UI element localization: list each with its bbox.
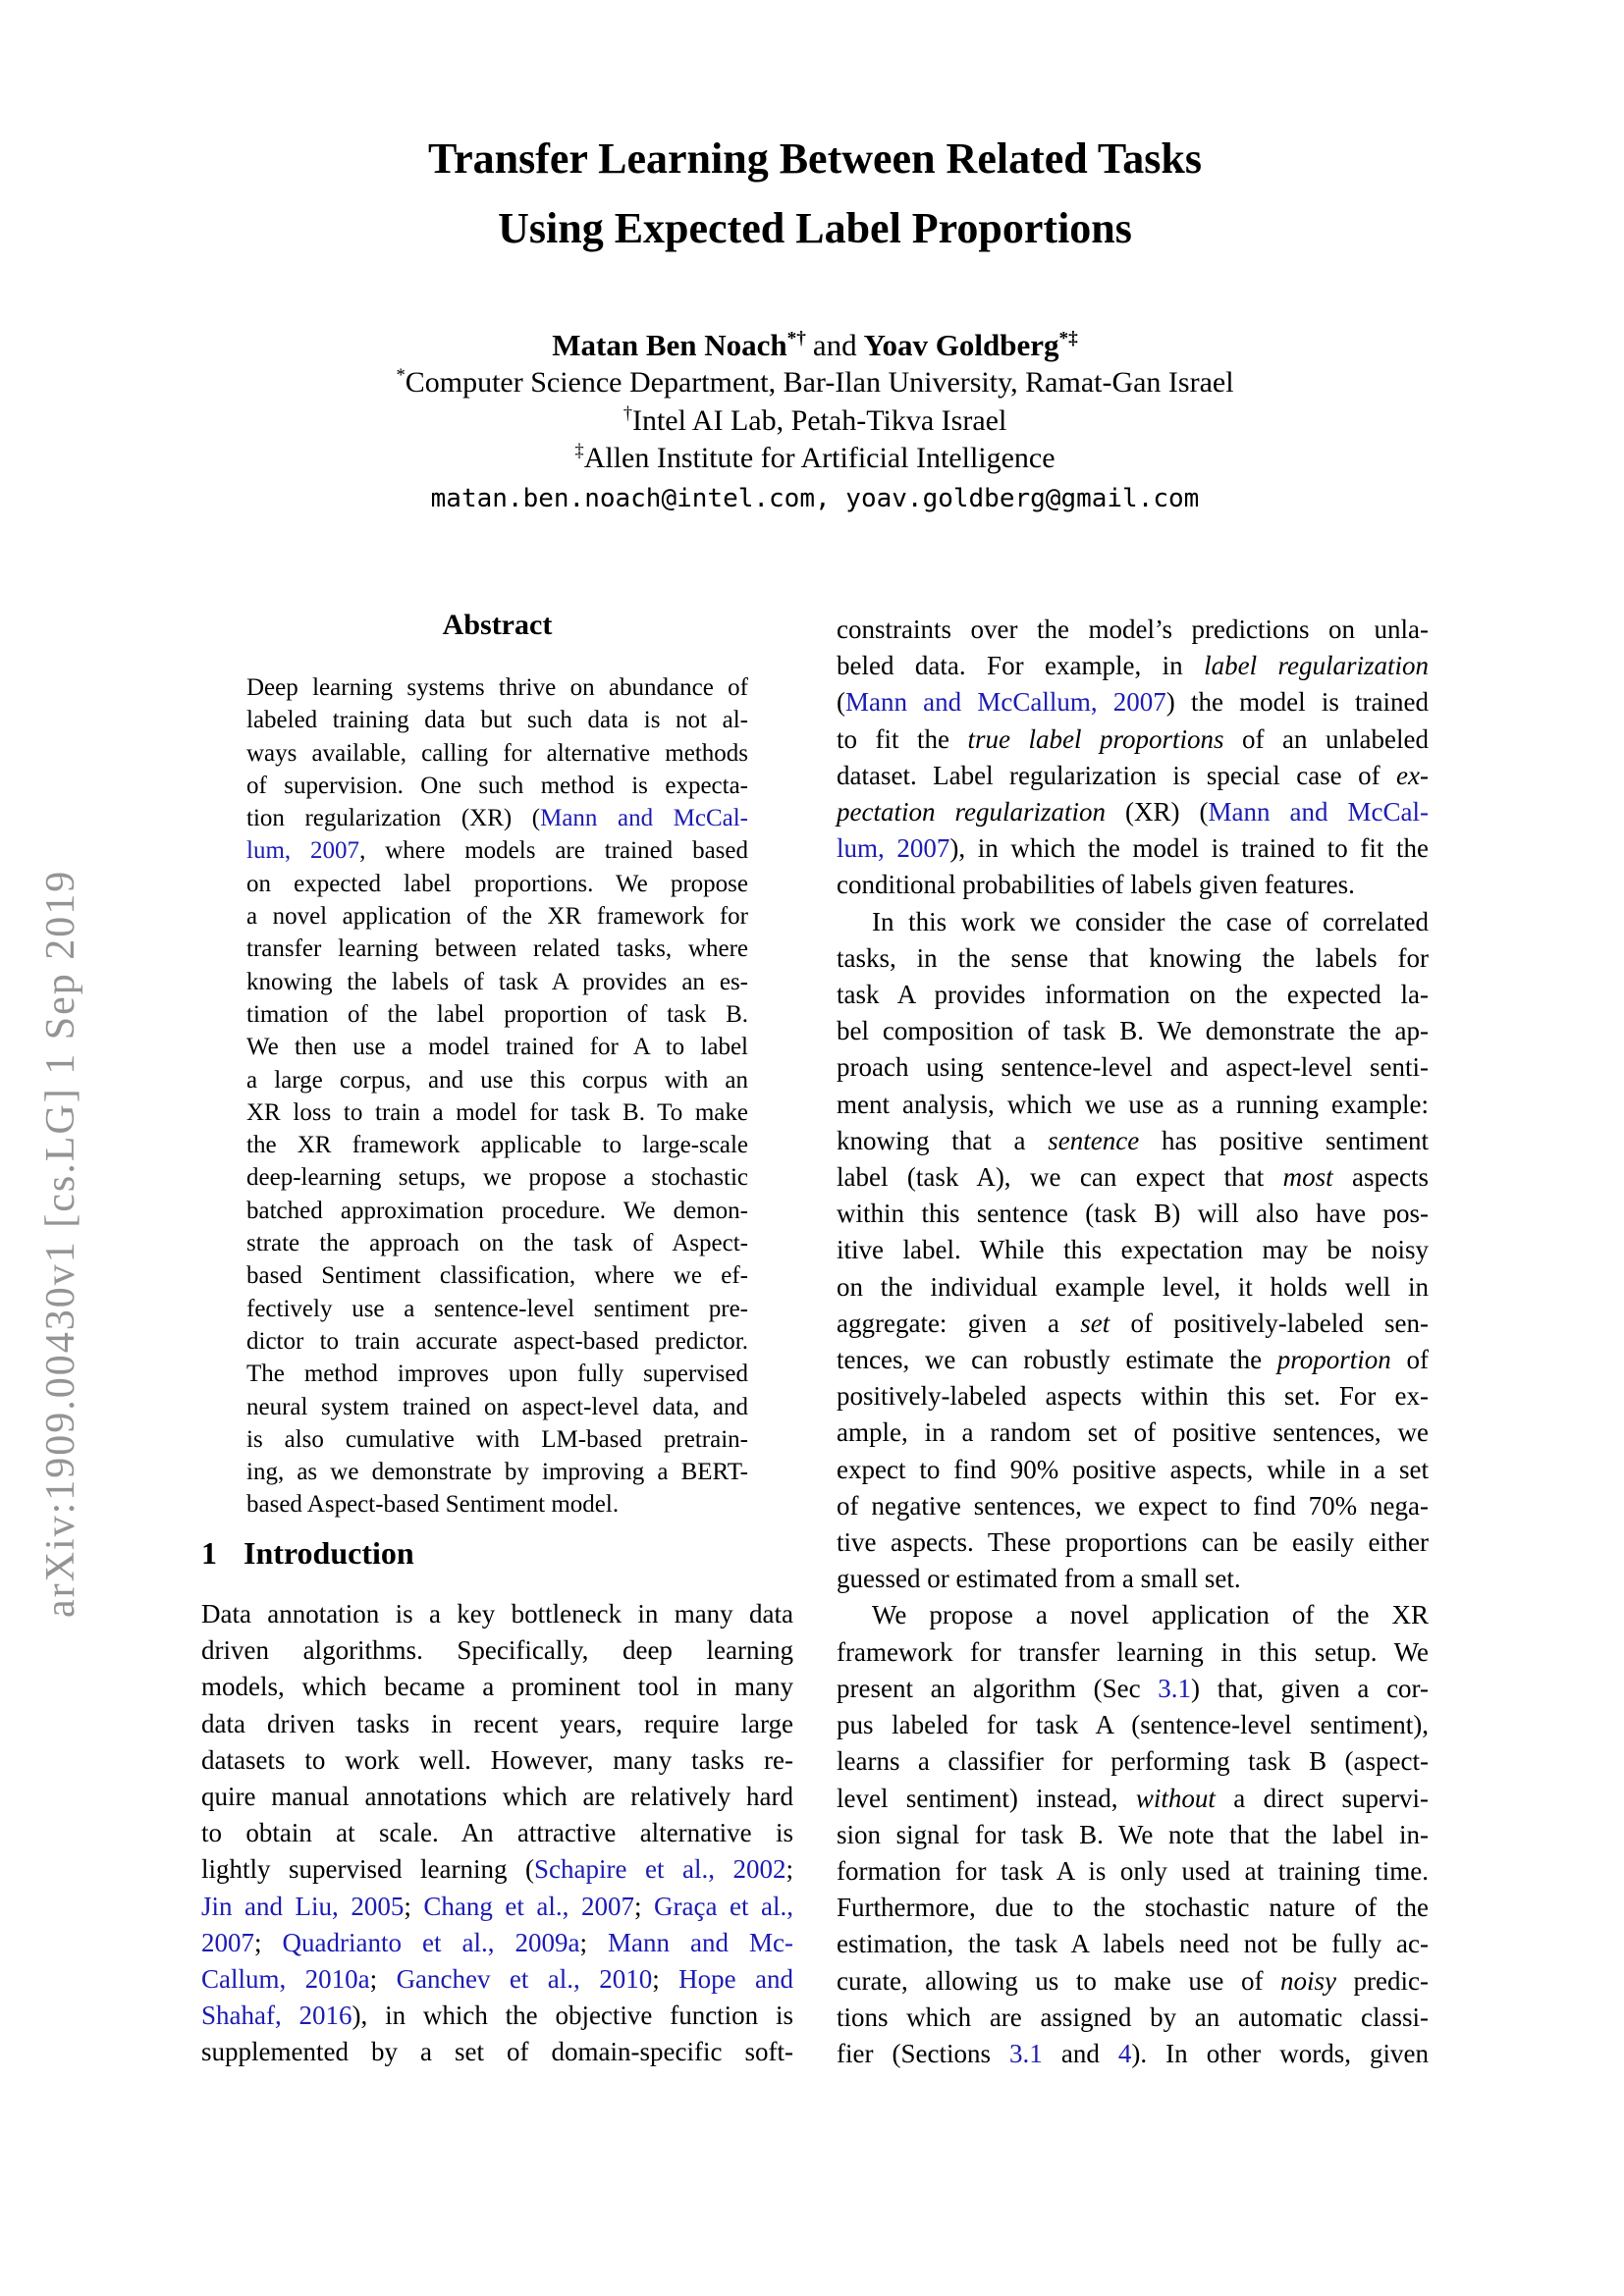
affiliations-block [201,364,1429,478]
text-segment: dataset. Label regularization is special case of [837,760,1397,790]
text-segment: lightly supervised learning ( [201,1854,534,1885]
text-line [837,1488,1429,1524]
text-segment: ; [633,1891,654,1921]
text-segment: models, which became a prominent tool in many [201,1672,793,1702]
text-line [837,1232,1429,1268]
text-segment: itive label. While this expectation may be noisy [837,1235,1429,1265]
citation-link[interactable]: Graça et al., [654,1891,793,1921]
emphasis-text: label regularization [1204,651,1430,681]
text-line [201,1925,793,1961]
text-segment: ) that, given a cor- [1191,1673,1429,1703]
text-line [246,1391,748,1423]
emphasis-text: sentence [1048,1125,1140,1155]
text-line [837,2000,1429,2036]
text-segment: fectively use a sentence-level sentiment pre- [246,1295,748,1322]
citation-link[interactable]: 4 [1117,2038,1132,2068]
text-segment: tive aspects. These proportions can be easily either [837,1527,1429,1558]
text-segment: We then use a model trained for A to label [246,1034,748,1061]
text-line [837,904,1429,940]
citation-link[interactable]: Chang et al., 2007 [423,1891,634,1921]
citation-link[interactable]: Schapire et al., 2002 [534,1854,786,1885]
text-line [837,1963,1429,2000]
text-line [201,440,1429,478]
text-segment: a novel application of the XR framework for [246,903,748,931]
text-line [201,1669,793,1705]
text-segment: The method improves upon fully supervised [246,1361,748,1388]
text-segment: to fit the [837,723,968,754]
text-line [837,684,1429,721]
text-line [246,1129,748,1161]
citation-link[interactable]: Mann and McCal- [1208,797,1429,828]
text-line [246,737,748,770]
citation-link[interactable]: Ganchev et al., 2010 [396,1964,653,1995]
text-line [837,1306,1429,1342]
text-segment: to obtain at scale. An attractive alternative is [201,1818,793,1848]
text-line [837,1853,1429,1890]
text-line [837,1049,1429,1086]
text-line [246,1227,748,1259]
text-segment: within this sentence (task B) will also have pos- [837,1199,1429,1229]
text-line [246,1488,748,1521]
text-line [246,1293,748,1325]
text-segment: , where models are trained based [359,837,748,865]
text-line [246,868,748,900]
citation-link[interactable]: Jin and Liu, 2005 [201,1891,405,1921]
text-segment: knowing the labels of task A provides an es- [246,968,748,995]
text-line [837,1159,1429,1196]
text-line [837,1452,1429,1488]
text-line [246,1031,748,1063]
text-segment: ample, in a random set of positive sentences, we [837,1417,1429,1448]
text-segment: strate the approach on the task of Aspect- [246,1230,748,1257]
citation-link[interactable]: Callum, 2010a [201,1964,370,1995]
text-segment: labeled training data but such data is not al- [246,707,748,734]
text-line [246,1259,748,1292]
author-name: Matan Ben Noach [552,328,787,362]
text-line [246,1161,748,1194]
text-segment: tasks, in the sense that knowing the labels for [837,942,1429,973]
text-line [837,648,1429,684]
text-segment: label (task A), we can expect that [837,1162,1283,1193]
text-segment: timation of the label proportion of task B. [246,1000,748,1028]
text-line [837,721,1429,758]
text-segment: predic- [1335,1965,1429,1996]
footnote-marker: ‡ [574,441,584,461]
text-segment: We propose a novel application of the XR [872,1600,1429,1630]
text-line [246,1064,748,1096]
text-line [201,1851,793,1888]
text-segment: tions which are assigned by an automatic classi- [837,2002,1429,2032]
text-line [837,1597,1429,1633]
text-segment: of positively-labeled sen- [1110,1308,1430,1338]
text-segment: Data annotation is a key bottleneck in many data [201,1599,793,1629]
citation-link[interactable]: Shahaf, 2016 [201,2001,352,2031]
citation-link[interactable]: Mann and Mc- [607,1927,793,1957]
introduction-left-column [201,1596,793,2071]
footnote-marker: *‡ [1058,328,1078,349]
text-line [201,1815,793,1851]
text-segment: of [1390,1345,1429,1375]
citation-link[interactable]: Mann and McCallum, 2007 [845,687,1166,718]
text-segment: ment analysis, which we use as a running example: [837,1089,1429,1119]
text-line [201,364,1429,402]
text-line [837,1524,1429,1561]
text-segment: Allen Institute for Artificial Intelligence [583,442,1056,474]
text-line [246,1456,748,1488]
citation-link[interactable]: Hope and [678,1964,793,1995]
emphasis-text: true label proportions [967,723,1224,754]
text-line [246,998,748,1031]
text-segment: curate, allowing us to make use of [837,1965,1280,1996]
text-line [246,1195,748,1227]
emphasis-text: without [1135,1783,1216,1813]
emphasis-text: most [1282,1162,1333,1193]
text-segment: has positive sentiment [1139,1125,1429,1155]
citation-link[interactable]: 2007 [201,1927,254,1957]
text-line [201,1742,793,1779]
text-segment: on the individual example level, it holds well in [837,1271,1429,1302]
text-segment: pus labeled for task A (sentence-level sentiment), [837,1710,1429,1740]
text-segment: and [1042,2038,1118,2068]
text-segment: present an algorithm (Sec [837,1673,1159,1703]
text-line [837,1123,1429,1159]
text-segment: In this work we consider the case of correlated [872,906,1429,936]
text-line [201,326,1429,365]
text-segment: sion signal for task B. We note that the label in- [837,1819,1429,1849]
text-line [837,1378,1429,1415]
text-line [837,612,1429,648]
text-segment: bel composition of task B. We demonstrate the ap- [837,1016,1429,1046]
text-segment: ing, as we demonstrate by improving a BERT- [246,1459,748,1486]
citation-link[interactable]: Mann and McCal- [540,805,748,832]
text-segment: beled data. For example, in [837,651,1205,681]
text-line [837,1890,1429,1926]
section-number: 1 [201,1535,217,1571]
author-name: Yoav Goldberg [863,328,1059,362]
text-line [837,1269,1429,1306]
text-line [837,830,1429,867]
text-line [246,671,748,704]
text-segment: positively-labeled aspects within this set. For ex- [837,1381,1429,1412]
text-segment: transfer learning between related tasks, where [246,935,748,963]
text-segment: ) the model is trained [1165,687,1429,718]
text-segment: task A provides information on the expected la- [837,980,1429,1010]
emphasis-text: set [1080,1308,1110,1338]
text-segment: aspects [1332,1162,1429,1193]
text-line [837,1013,1429,1049]
text-line [837,758,1429,794]
emphasis-text: ex- [1396,760,1429,790]
text-line [201,1632,793,1669]
text-line [246,966,748,998]
text-line [837,977,1429,1013]
text-segment: deep-learning setups, we propose a stochastic [246,1164,748,1192]
section-heading-introduction [201,1533,793,1573]
paper-title [201,124,1429,263]
text-line [837,1781,1429,1817]
text-line [837,1817,1429,1853]
text-segment: ways available, calling for alternative methods [246,739,748,767]
emphasis-text: noisy [1279,1965,1336,1996]
text-line [837,867,1429,903]
title-line-1: Transfer Learning Between Related Tasks [428,134,1202,183]
text-line [246,1358,748,1390]
text-segment: ), in which the objective function is [352,2001,793,2031]
text-line [837,1707,1429,1743]
text-line [837,1561,1429,1597]
footnote-marker: *† [786,328,806,349]
text-segment: Furthermore, due to the stochastic nature of the [837,1893,1429,1923]
text-segment: fier (Sections [837,2038,1010,2068]
text-line [246,834,748,867]
text-line [837,940,1429,977]
text-segment: of supervision. One such method is expecta- [246,772,748,799]
text-segment: framework for transfer learning in this setup. We [837,1636,1429,1667]
text-segment: on expected label proportions. We propose [246,870,748,897]
text-segment: ; [652,1964,679,1995]
text-segment: constraints over the model’s predictions on unla- [837,614,1429,644]
text-segment: driven algorithms. Specifically, deep learning [201,1635,793,1666]
text-segment: tences, we can robustly estimate the [837,1345,1277,1375]
text-segment: ( [837,687,845,718]
text-segment: the XR framework applicable to large-scale [246,1132,748,1159]
text-segment: conditional probabilities of labels given features. [837,870,1355,900]
text-segment: neural system trained on aspect-level data, and [246,1393,748,1420]
text-segment: a large corpus, and use this corpus with an [246,1066,748,1094]
citation-link[interactable]: lum, 2007 [246,837,360,865]
text-line [246,1423,748,1456]
authors-line [201,326,1429,365]
text-segment: ; [254,1927,283,1957]
text-line [837,1087,1429,1123]
citation-link[interactable]: lum, 2007 [837,833,950,864]
text-segment: level sentiment) instead, [837,1783,1136,1813]
text-line [837,1342,1429,1378]
text-segment: proach using sentence-level and aspect-level senti- [837,1052,1429,1083]
abstract-heading: Abstract [442,609,553,641]
text-segment: a direct supervi- [1215,1783,1430,1813]
text-segment: ; [404,1891,424,1921]
author-emails[interactable]: matan.ben.noach@intel.com, yoav.goldberg@gmail.com [430,484,1200,513]
text-segment: estimation, the task A labels need not be fully ac- [837,1929,1429,1959]
text-segment: ; [579,1927,608,1957]
text-segment: expect to find 90% positive aspects, while in a set [837,1454,1429,1484]
emphasis-text: proportion [1276,1345,1391,1375]
text-line [201,1961,793,1998]
text-segment: datasets to work well. However, many tasks re- [201,1744,793,1775]
text-line [201,1998,793,2034]
text-segment: ). In other words, given [1131,2038,1429,2068]
emphasis-text: pectation regularization [837,797,1106,828]
title-line-2: Using Expected Label Proportions [498,204,1132,252]
text-line [201,402,1429,441]
abstract-body [246,671,748,1522]
text-segment: batched approximation procedure. We demon- [246,1197,748,1224]
text-segment: is also cumulative with LM-based pretrain- [246,1425,748,1453]
text-segment: XR loss to train a model for task B. To make [246,1098,748,1126]
text-line [837,2036,1429,2072]
text-segment: ; [785,1854,794,1885]
footnote-marker: * [396,365,406,386]
footnote-marker: † [623,402,632,424]
text-segment: knowing that a [837,1125,1049,1155]
right-column [837,612,1429,2072]
section-title: Introduction [244,1535,414,1571]
text-line [201,1596,793,1632]
text-segment: quire manual annotations which are relatively hard [201,1782,793,1812]
text-segment: ), in which the model is trained to fit the [949,833,1429,864]
text-segment: learns a classifier for performing task B (aspect- [837,1746,1429,1777]
citation-link[interactable]: 3.1 [1158,1673,1192,1703]
text-segment: Deep learning systems thrive on abundance of [246,674,748,701]
text-segment: Intel AI Lab, Petah-Tikva Israel [631,403,1007,437]
citation-link[interactable]: Quadrianto et al., 2009a [282,1927,580,1957]
arxiv-watermark: arXiv:1909.00430v1 [cs.LG] 1 Sep 2019 [38,869,83,1618]
text-segment: based Aspect-based Sentiment model. [246,1491,620,1519]
text-segment: of negative sentences, we expect to find 70% nega- [837,1490,1429,1521]
text-line [201,1889,793,1925]
text-segment: aggregate: given a [837,1308,1081,1338]
text-segment: ; [369,1964,397,1995]
text-line [201,1779,793,1815]
text-line [246,770,748,802]
text-line [837,794,1429,830]
text-line [837,1671,1429,1707]
text-line [201,2034,793,2070]
text-segment: of an unlabeled [1223,723,1429,754]
text-segment: tion regularization (XR) ( [246,805,541,832]
text-segment: and [812,328,857,362]
text-line [837,1634,1429,1671]
text-line [201,1706,793,1742]
text-line [837,1926,1429,1962]
text-segment: based Sentiment classification, where we ef- [246,1262,748,1290]
citation-link[interactable]: 3.1 [1009,2038,1043,2068]
text-segment: supplemented by a set of domain-specific soft- [201,2037,793,2067]
text-segment: guessed or estimated from a small set. [837,1564,1241,1594]
text-line [837,1196,1429,1232]
text-line [246,704,748,736]
text-line [246,802,748,834]
text-line [837,1743,1429,1780]
text-segment: Computer Science Department, Bar-Ilan University, Ramat-Gan Israel [405,366,1234,399]
text-segment: data driven tasks in recent years, require large [201,1708,793,1738]
text-line [246,1096,748,1129]
text-line [837,1415,1429,1451]
text-line [246,900,748,933]
text-line [246,1325,748,1358]
text-segment: (XR) ( [1106,797,1209,828]
text-segment: formation for task A is only used at training time. [837,1855,1429,1886]
text-segment: dictor to train accurate aspect-based predictor. [246,1327,748,1355]
text-line [246,933,748,965]
